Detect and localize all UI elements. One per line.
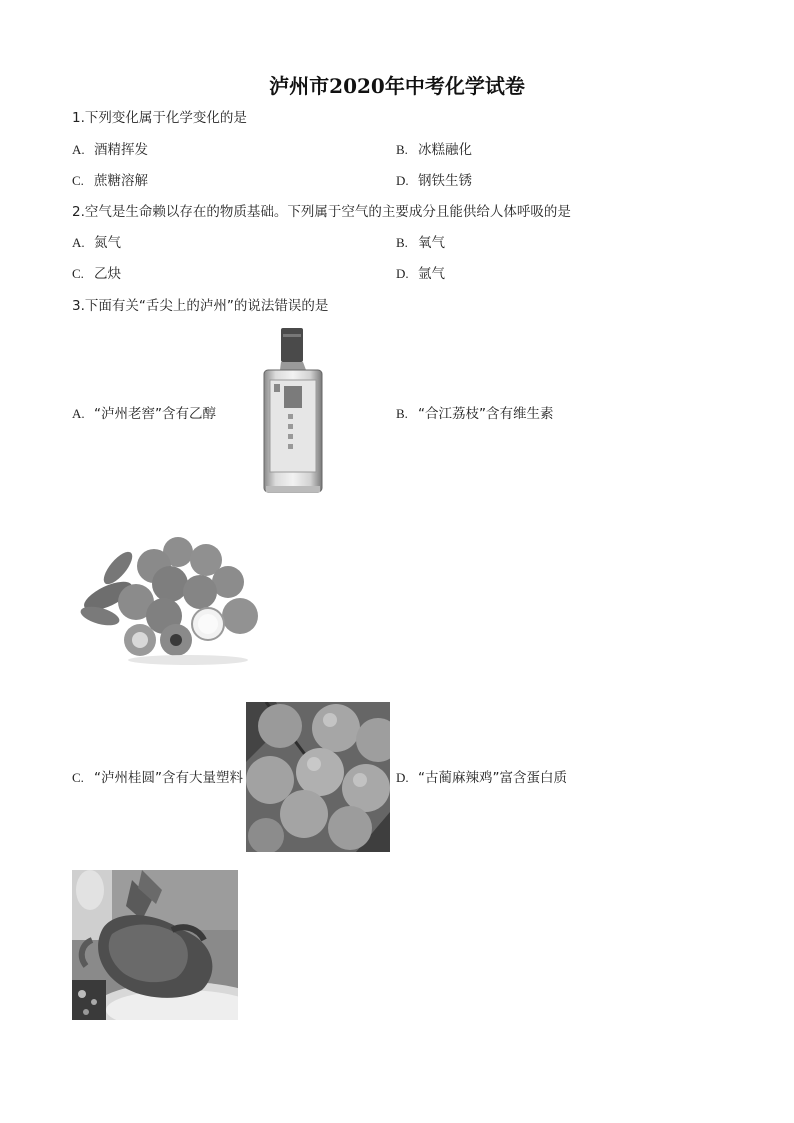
- question-1-option-c: [72, 171, 148, 191]
- question-2-option-d: [396, 264, 445, 284]
- question-1-stem: 1.下列变化属于化学变化的是: [72, 110, 247, 126]
- option-text: 氮气: [94, 235, 121, 251]
- option-text: 蔗糖溶解: [94, 173, 148, 189]
- question-1-option-b: [396, 140, 472, 160]
- option-text: “古蔺麻辣鸡”富含蛋白质: [418, 770, 567, 786]
- question-1-option-a: [72, 140, 148, 160]
- option-text: 钢铁生锈: [418, 173, 472, 189]
- question-3-stem: 3.下面有关“舌尖上的泸州”的说法错误的是: [72, 298, 329, 314]
- option-text: “泸州桂圆”含有大量塑料: [94, 770, 243, 786]
- question-3-option-a: [72, 404, 216, 424]
- option-letter: B.: [396, 142, 408, 157]
- lychee-image: [78, 536, 270, 668]
- option-text: “泸州老窖”含有乙醇: [94, 406, 216, 422]
- option-letter: A.: [72, 142, 85, 157]
- spicy-chicken-image: [72, 870, 238, 1020]
- question-2-option-a: [72, 233, 121, 253]
- page-title: 泸州市2020年中考化学试卷: [269, 74, 525, 98]
- question-3-option-d: [396, 768, 567, 788]
- option-text: 氧气: [418, 235, 445, 251]
- option-letter: C.: [72, 266, 84, 281]
- option-text: 冰糕融化: [418, 142, 472, 158]
- option-letter: B.: [396, 235, 408, 250]
- question-2-option-b: [396, 233, 445, 253]
- longan-image: [246, 702, 390, 852]
- option-letter: D.: [396, 173, 409, 188]
- option-letter: C.: [72, 173, 84, 188]
- option-text: 酒精挥发: [94, 142, 148, 158]
- question-3-option-c: [72, 768, 243, 788]
- option-letter: C.: [72, 770, 84, 785]
- liquor-bottle-image: [248, 326, 338, 498]
- option-letter: D.: [396, 266, 409, 281]
- option-letter: A.: [72, 235, 85, 250]
- option-letter: A.: [72, 406, 85, 421]
- option-letter: D.: [396, 770, 409, 785]
- question-2-stem: 2.空气是生命赖以存在的物质基础。下列属于空气的主要成分且能供给人体呼吸的是: [72, 204, 571, 220]
- question-1-option-d: [396, 171, 472, 191]
- question-2-option-c: [72, 264, 121, 284]
- option-letter: B.: [396, 406, 408, 421]
- option-text: “合江荔枝”含有维生素: [418, 406, 554, 422]
- option-text: 乙炔: [94, 266, 121, 282]
- option-text: 氩气: [418, 266, 445, 282]
- question-3-option-b: [396, 404, 554, 424]
